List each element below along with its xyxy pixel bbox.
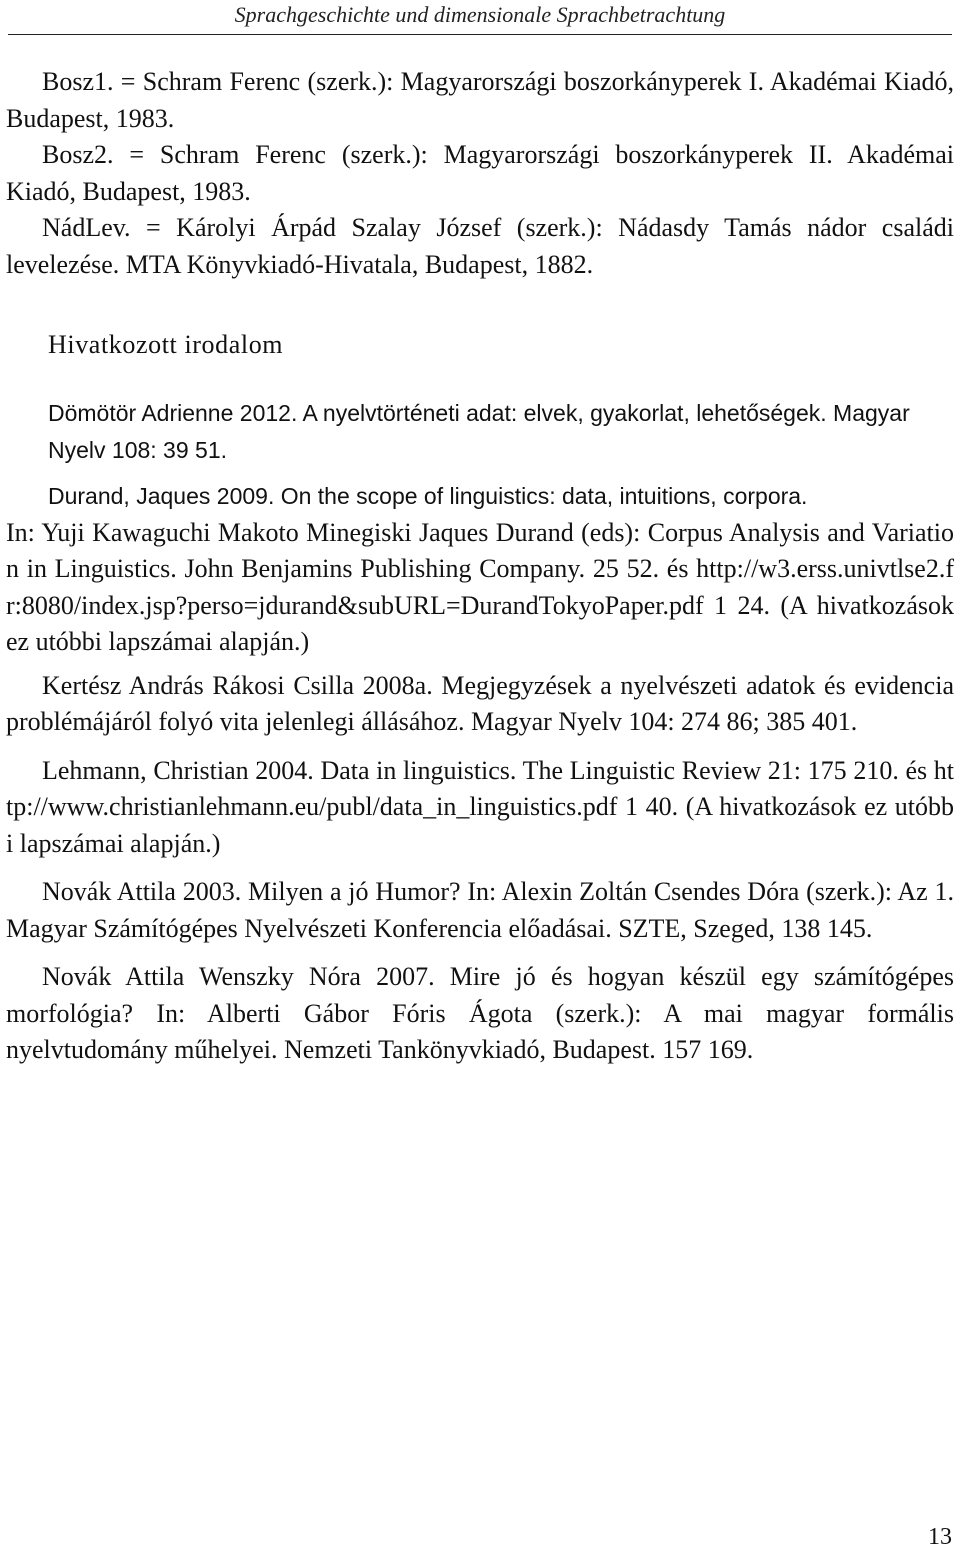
reference-lehmann: Lehmann, Christian 2004. Data in linguistics. The Linguistic Review 21: 175 210. és http://www.christianlehmann.eu/publ/data_in_linguistics.pdf 1 40. (A hivatkozások ez utóbbi lapszámai alapján.) (6, 755, 954, 858)
section-title: Hivatkozott irodalom (48, 330, 284, 359)
reference-durand-head: Durand, Jaques 2009. On the scope of linguistics: data, intuitions, corpora. (48, 483, 808, 509)
page-body (6, 64, 954, 1069)
reference-novak-2007: Novák Attila Wenszky Nóra 2007. Mire jó és hogyan készül egy számítógépes morfológia? In: Alberti Gábor Fóris Ágota (szerk.): A mai magyar formális nyelvtudomány műhelyei. Nemzeti Tankönyvkiadó, Budapest. 157 169. (6, 962, 954, 1064)
reference-domotor: Dömötör Adrienne 2012. A nyelvtörténeti adat: elvek, gyakorlat, lehetőségek. Magyar Nyelv 108: 39 51. (48, 400, 910, 463)
page-number: 13 (928, 1524, 952, 1550)
source-entry-bosz2: Bosz2. = Schram Ferenc (szerk.): Magyarországi boszorkányperek II. Akadémai Kiadó, Budapest, 1983. (6, 140, 954, 206)
reference-kertesz: Kertész András Rákosi Csilla 2008a. Megjegyzések a nyelvészeti adatok és evidencia problémájáról folyó vita jelenlegi állásához. Magyar Nyelv 104: 274 86; 385 401. (6, 670, 954, 736)
source-entry-bosz1: Bosz1. = Schram Ferenc (szerk.): Magyarországi boszorkányperek I. Akadémai Kiadó, Budapest, 1983. (6, 67, 954, 133)
header-rule (8, 34, 952, 35)
reference-novak-2003: Novák Attila 2003. Milyen a jó Humor? In: Alexin Zoltán Csendes Dóra (szerk.): Az 1. Magyar Számítógépes Nyelvészeti Konferencia előadásai. SZTE, Szeged, 138 145. (6, 877, 954, 943)
running-head: Sprachgeschichte und dimensionale Sprachbetrachtung (234, 2, 726, 27)
source-entry-nadlev: NádLev. = Károlyi Árpád Szalay József (szerk.): Nádasdy Tamás nádor családi levelezése. MTA Könyvkiadó-Hivatala, Budapest, 1882. (6, 213, 954, 279)
reference-durand-tail: In: Yuji Kawaguchi Makoto Minegiski Jaques Durand (eds): Corpus Analysis and Variation in Linguistics. John Benjamins Publishing Company. 25 52. és http://w3.erss.univtlse2.fr:8080/index.jsp?perso=jdurand&subURL=DurandTokyoPaper.pdf 1 24. (A hivatkozások ez utóbbi lapszámai alapján.) (6, 517, 954, 656)
